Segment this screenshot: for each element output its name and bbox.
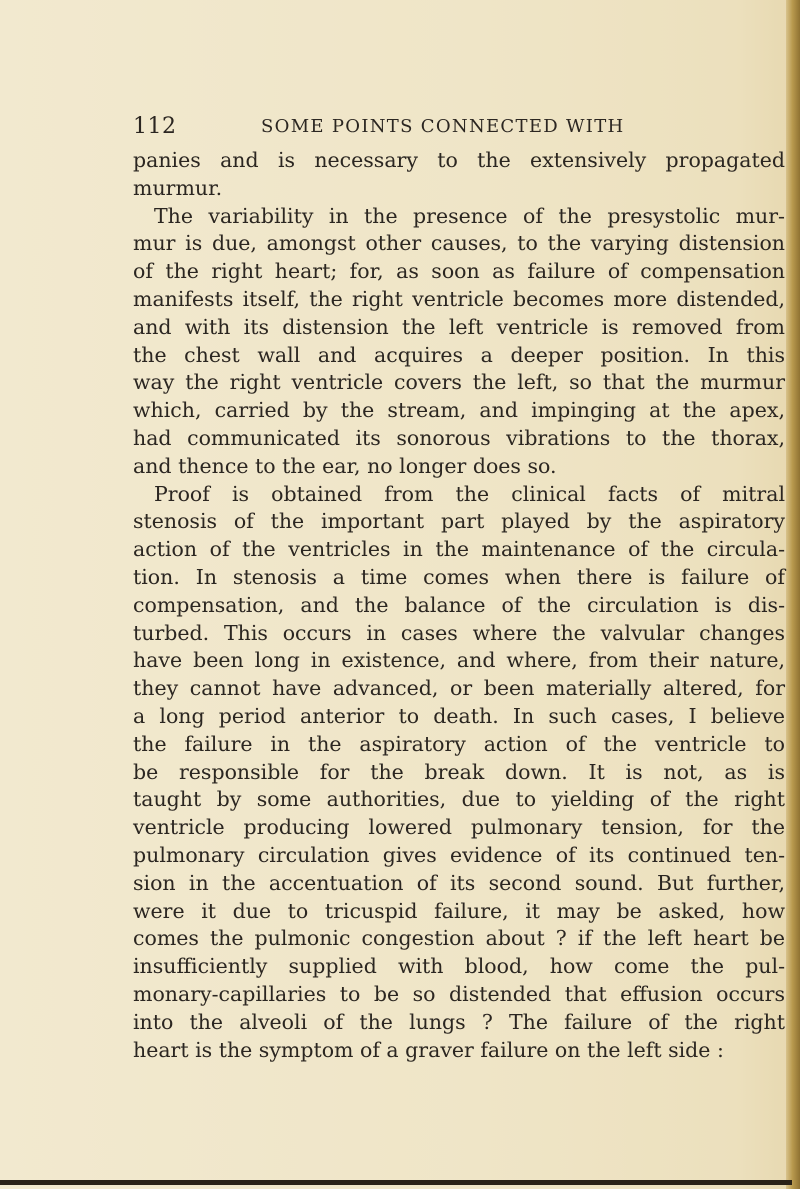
text-line: comes the pulmonic congestion about ? if the left heart be (133, 926, 785, 951)
text-line: into the alveoli of the lungs ? The failure of the right (133, 1009, 785, 1034)
text-line: and with its distension the left ventricle is removed from (133, 314, 785, 339)
body-text (133, 147, 785, 1064)
text-line: be responsible for the break down. It is not, as is (133, 759, 785, 784)
text-line: pulmonary circulation gives evidence of its continued ten- (133, 842, 785, 867)
text-line: of the right heart; for, as soon as failure of compensation (133, 259, 785, 284)
text-line: turbed. This occurs in cases where the valvular changes (133, 620, 785, 645)
text-line: manifests itself, the right ventricle becomes more distended, (133, 286, 785, 311)
text-line: tion. In stenosis a time comes when there is failure of (133, 564, 785, 589)
page-header (133, 114, 785, 146)
page-number: 112 (133, 114, 177, 139)
text-line: sion in the accentuation of its second sound. But further, (133, 870, 785, 895)
text-line: Proof is obtained from the clinical facts of mitral (154, 481, 785, 506)
text-line: panies and is necessary to the extensively propagated (133, 148, 785, 172)
text-line: had communicated its sonorous vibrations to the thorax, (133, 425, 785, 450)
text-line: stenosis of the important part played by the aspiratory (133, 509, 785, 534)
bottom-page-rule (0, 1180, 792, 1185)
text-line: action of the ventricles in the maintenance of the circula- (133, 537, 785, 562)
text-line: have been long in existence, and where, from their nature, (133, 648, 785, 673)
text-line: way the right ventricle covers the left, so that the murmur (133, 370, 785, 395)
text-line: compensation, and the balance of the circulation is dis- (133, 592, 785, 617)
text-line: the failure in the aspiratory action of the ventricle to (133, 731, 785, 756)
text-line: heart is the symptom of a graver failure on the left side : (133, 1037, 724, 1062)
text-line: taught by some authorities, due to yielding of the right (133, 787, 785, 812)
page-edge-shadow (786, 0, 800, 1189)
text-line: ventricle producing lowered pulmonary tension, for the (133, 815, 785, 840)
running-title: SOME POINTS CONNECTED WITH (261, 116, 625, 137)
text-line: were it due to tricuspid failure, it may be asked, how (133, 898, 785, 923)
text-line: the chest wall and acquires a deeper position. In this (133, 342, 785, 367)
text-line: mur is due, amongst other causes, to the varying distension (133, 231, 785, 256)
text-line: and thence to the ear, no longer does so. (133, 453, 557, 478)
text-line: murmur. (133, 175, 223, 200)
text-line: a long period anterior to death. In such cases, I believe (133, 703, 785, 728)
text-line: insufficiently supplied with blood, how come the pul- (133, 954, 785, 979)
text-line: The variability in the presence of the presystolic mur- (154, 203, 785, 228)
text-line: they cannot have advanced, or been materially altered, for (133, 676, 785, 701)
text-line: which, carried by the stream, and impinging at the apex, (133, 398, 785, 423)
text-line: monary-capillaries to be so distended that effusion occurs (133, 981, 785, 1006)
